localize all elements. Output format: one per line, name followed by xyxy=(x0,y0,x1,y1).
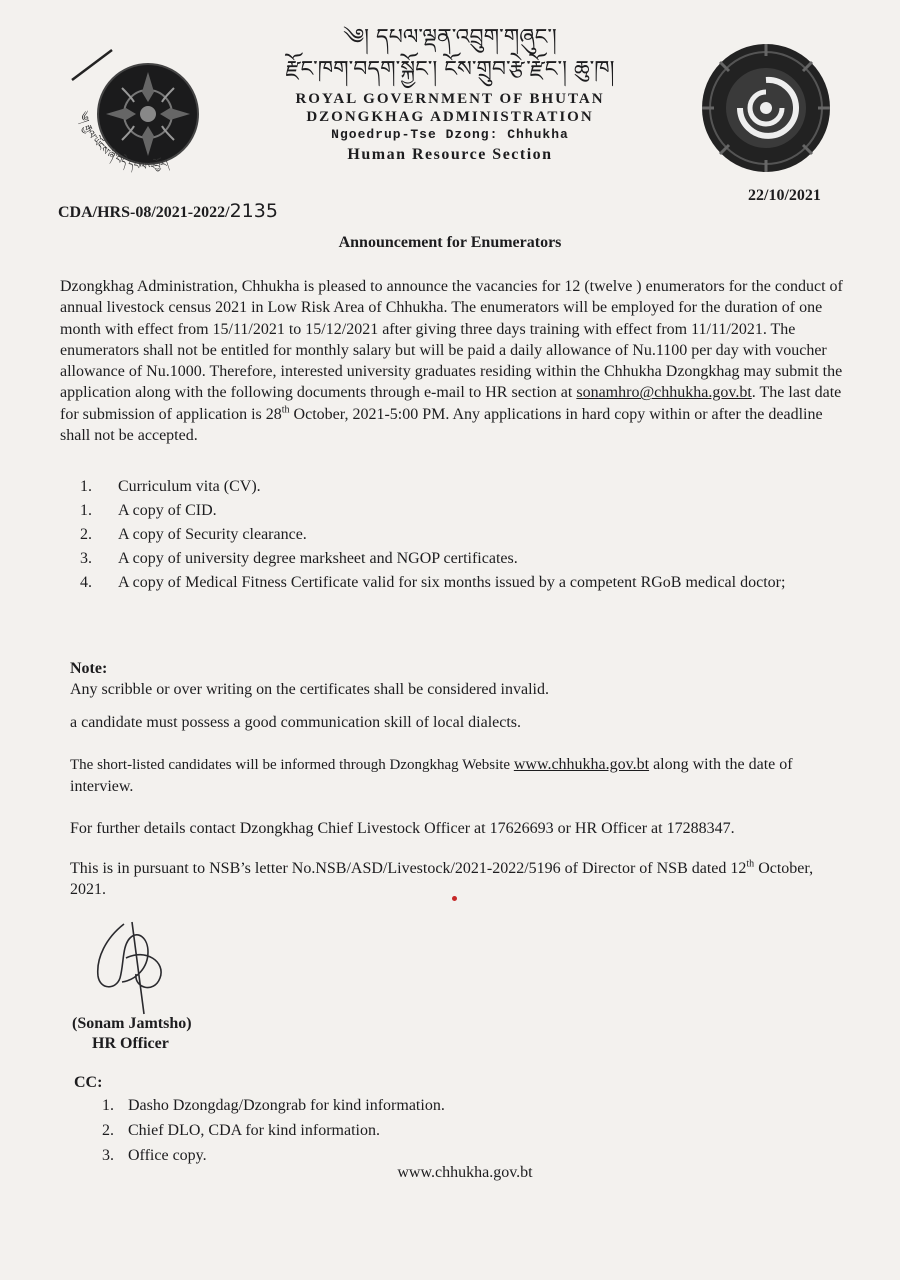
note-line1: Any scribble or over writing on the certificates shall be considered invalid. xyxy=(70,681,549,698)
cc-list xyxy=(102,1093,602,1168)
list-item-text: Office copy. xyxy=(128,1147,207,1164)
signatory-name: (Sonam Jamtsho) xyxy=(72,1015,192,1032)
signatory-title: HR Officer xyxy=(92,1035,169,1052)
list-item-text: Chief DLO, CDA for kind information. xyxy=(128,1122,380,1139)
dzong-name: Ngoedrup-Tse Dzong: Chhukha xyxy=(331,127,569,142)
signature-icon xyxy=(86,918,176,1018)
contact-text: For further details contact Dzongkhag Chief Livestock Officer at 17626693 or HR Officer at 17288347. xyxy=(70,820,735,837)
list-item-text: A copy of CID. xyxy=(118,502,217,519)
list-item xyxy=(102,1093,602,1118)
list-item-text: A copy of Medical Fitness Certificate valid for six months issued by a competent RGoB medical doctor; xyxy=(118,574,786,591)
reference-number xyxy=(58,200,278,222)
list-item-number: 1. xyxy=(102,1097,114,1114)
list-item-number: 1. xyxy=(80,502,92,519)
list-item-text: A copy of Security clearance. xyxy=(118,526,307,543)
seal-inscription: ༄། རྒྱལ་ཡོངས་ཞི་བདེ་དཔལ་འབྱོར། xyxy=(76,110,171,173)
dzongkha-title-line1: ༄། དཔལ་ལྡན་འབྲུག་གཞུང་། xyxy=(343,25,557,50)
list-item-number: 1. xyxy=(80,478,92,495)
note-section xyxy=(70,658,840,700)
section-name: Human Resource Section xyxy=(347,146,553,163)
list-item-text: Curriculum vita (CV). xyxy=(118,478,261,495)
list-item xyxy=(80,547,850,571)
required-documents-list xyxy=(80,475,850,595)
body-part2: . The last date for submission of application is 28 xyxy=(60,384,842,423)
dzongkha-title-line2: རྫོང་ཁག་བདག་སྐྱོང་། ངོས་གྲུབ་རྩེ་རྫོང་། ཆུ་ཁ། xyxy=(285,57,615,82)
note-line2: a candidate must possess a good communication skill of local dialects. xyxy=(70,714,522,731)
shortlist-pre: The short-listed candidates will be informed through Dzongkhag Website xyxy=(70,757,514,773)
government-name: ROYAL GOVERNMENT OF BHUTAN xyxy=(295,91,605,107)
red-ink-mark xyxy=(452,896,457,901)
reference-handwritten: 2135 xyxy=(229,200,278,222)
body-part1: Dzongkhag Administration, Chhukha is pleased to announce the vacancies for 12 (twelve ) enumerators for the conduct of annual livestock census 2021 in Low Risk Area of Chhukha. The enumerators will be employed for the duration of one month with effect from 15/11/2021 to 15/12/2021 after giving three days training with effect from 11/11/2021. The enumerators shall not be entitled for monthly salary but will be paid a daily allowance of Nu.1100 per day with voucher allowance of Nu.1000. Therefore, interested university graduates residing within the Chhukha Dzongkhag may submit the application along with the following documents through e-mail to HR section at xyxy=(60,278,843,402)
pursuant-superscript: th xyxy=(746,858,755,870)
dharma-wheel-seal-icon xyxy=(700,42,832,174)
royal-emblem-seal-icon xyxy=(62,42,232,192)
body-superscript: th xyxy=(281,404,290,416)
pursuant-post: October, 2021. xyxy=(70,860,814,898)
announcement-title: Announcement for Enumerators xyxy=(338,234,562,251)
list-item xyxy=(102,1118,602,1143)
shortlist-post: along with the date of interview. xyxy=(70,756,793,795)
list-item-text: Dasho Dzongdag/Dzongrab for kind information. xyxy=(128,1097,445,1114)
list-item xyxy=(80,499,850,523)
cc-label: CC: xyxy=(74,1074,103,1091)
letter-date: 22/10/2021 xyxy=(748,187,821,204)
pursuant-text xyxy=(70,858,840,900)
shortlist-text xyxy=(70,754,840,798)
body-part3: October, 2021-5:00 PM. Any applications in hard copy within or after the deadline shall not be accepted. xyxy=(60,405,823,445)
list-item xyxy=(80,475,850,499)
pursuant-pre: This is in pursuant to NSB’s letter No.NSB/ASD/Livestock/2021-2022/5196 of Director of NSB dated 12 xyxy=(70,860,747,877)
list-item-number: 2. xyxy=(80,526,92,543)
list-item-text: A copy of university degree marksheet and NGOP certificates. xyxy=(118,550,518,567)
reference-printed: CDA/HRS-08/2021-2022/ xyxy=(58,204,230,221)
hr-email-link[interactable]: sonamhro@chhukha.gov.bt xyxy=(576,384,752,402)
announcement-body xyxy=(60,276,844,446)
list-item xyxy=(80,571,850,595)
list-item-number: 3. xyxy=(102,1147,114,1164)
administration-name: DZONGKHAG ADMINISTRATION xyxy=(306,109,594,125)
list-item xyxy=(80,523,850,547)
letterhead xyxy=(250,22,650,166)
note-label: Note: xyxy=(70,660,108,677)
list-item-number: 2. xyxy=(102,1122,114,1139)
website-link[interactable]: www.chhukha.gov.bt xyxy=(513,756,650,773)
list-item-number: 3. xyxy=(80,550,92,567)
list-item-number: 4. xyxy=(80,574,92,591)
footer-website: www.chhukha.gov.bt xyxy=(397,1164,533,1181)
